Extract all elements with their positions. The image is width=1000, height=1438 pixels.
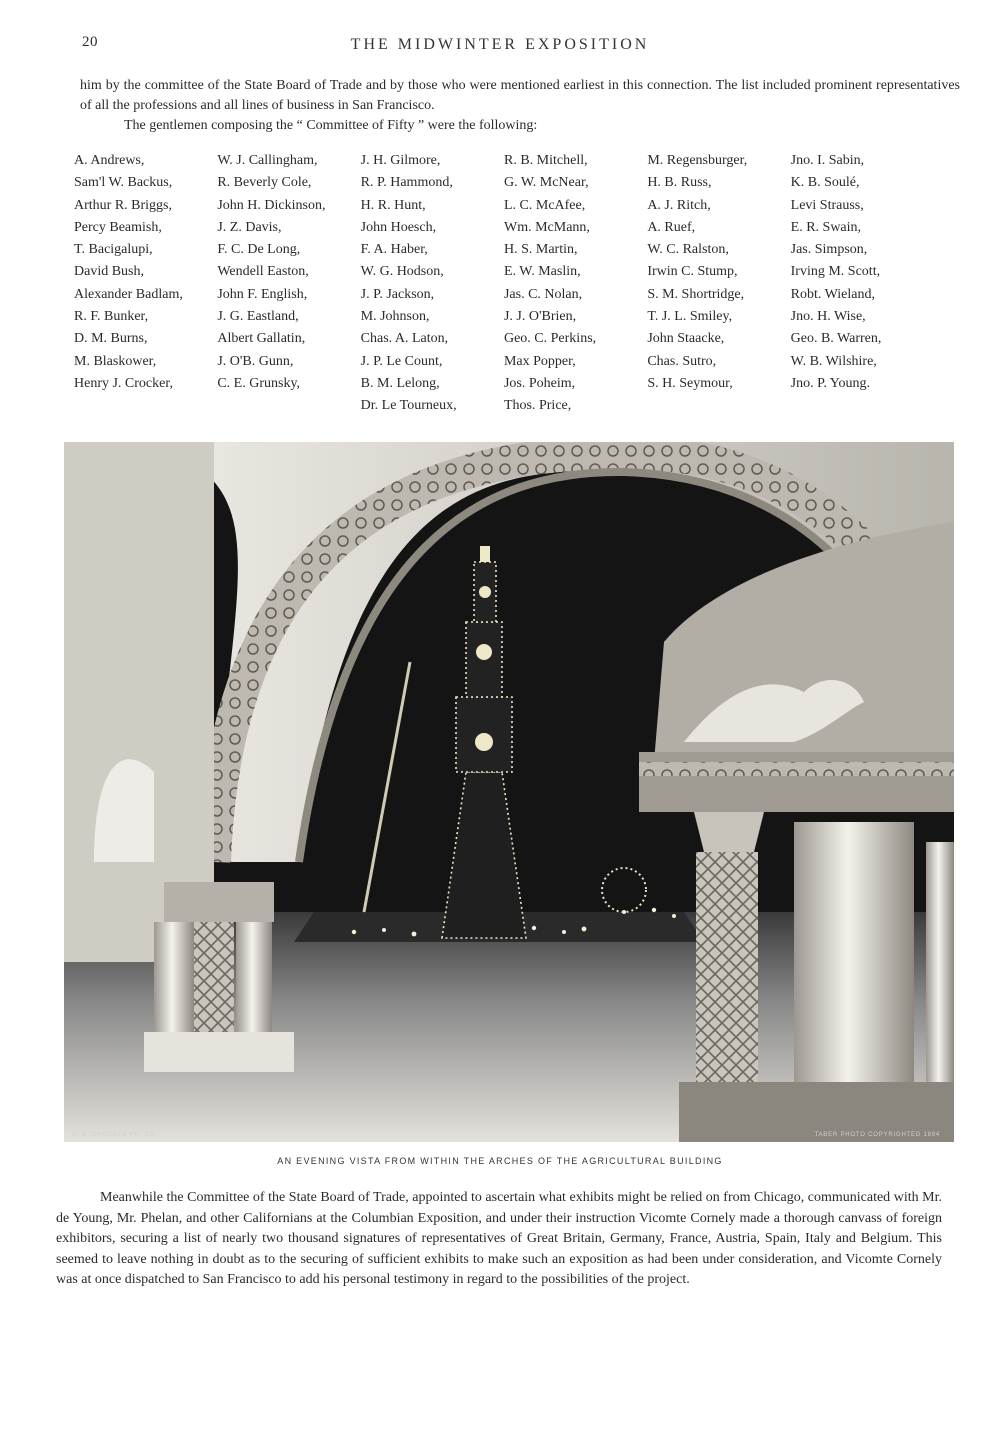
committee-member: Jno. I. Sabin, <box>790 153 865 168</box>
committee-member: John Staacke, <box>647 331 725 347</box>
committee-member: Robt. Wieland, <box>790 286 875 302</box>
committee-member: S. H. Seymour, <box>647 375 733 391</box>
committee-member: T. J. L. Smiley, <box>647 309 733 325</box>
committee-member: H. S. Martin, <box>503 242 578 258</box>
committee-member: Sam'l W. Backus, <box>74 175 173 191</box>
committee-member: Chas. A. Laton, <box>360 331 449 347</box>
committee-member: Thos. Price, <box>503 398 572 414</box>
committee-member: H. R. Hunt, <box>360 197 426 213</box>
committee-column <box>217 150 360 418</box>
committee-member: Henry J. Crocker, <box>74 375 173 391</box>
intro-paragraph: him by the committee of the State Board of Trade and by those who were mentioned earliest in this connection. The list included prominent representatives of all the professions and all lines of business in San Francisco. <box>80 78 960 113</box>
committee-member: F. A. Haber, <box>360 242 428 258</box>
page-number: 20 <box>82 34 98 50</box>
committee-member: K. B. Soulé, <box>790 175 860 191</box>
body-paragraph: Meanwhile the Committee of the State Board of Trade, appointed to ascertain what exhibits might be relied on from Chicago, communicated with Mr. de Young, Mr. Phelan, and other Californians at the Columbian Exposition, and under their instruction Vicomte Cornely made a thorough canvass of foreign exhibitors, securing a list of nearly two thousand signatures of representatives of Great Britain, Germany, France, Austria, Spain, Italy and Belgium. This seemed to leave nothing in doubt as to the securing of sufficient exhibits to make such an exposition as had been under consideration, and Vicomte Cornely was at once dispatched to San Francisco to add his personal testimony in regard to the possibilities of the project. <box>56 1190 942 1288</box>
committee-member: Geo. C. Perkins, <box>503 331 597 347</box>
committee-list <box>74 150 934 418</box>
committee-member: J. P. Le Count, <box>360 353 443 369</box>
committee-member: W. J. Callingham, <box>217 153 318 168</box>
committee-member: Jos. Poheim, <box>503 375 576 391</box>
committee-member: A. Andrews, <box>74 153 145 168</box>
committee-member: J. H. Gilmore, <box>360 153 441 168</box>
committee-intro: The gentlemen composing the “ Committee of Fifty ” were the following: <box>124 118 538 133</box>
committee-column <box>361 150 504 418</box>
committee-member: B. M. Lelong, <box>360 375 440 391</box>
committee-member: L. C. McAfee, <box>503 197 586 213</box>
photo-caption: AN EVENING VISTA FROM WITHIN THE ARCHES OF THE AGRICULTURAL BUILDING <box>277 1156 723 1166</box>
committee-member: R. P. Hammond, <box>360 175 453 191</box>
committee-member: T. Bacigalupi, <box>74 242 153 258</box>
committee-member: Max Popper, <box>503 353 576 369</box>
committee-member: F. C. De Long, <box>217 242 301 258</box>
committee-member: M. Blaskower, <box>74 353 157 369</box>
committee-member: Percy Beamish, <box>74 219 162 235</box>
committee-column <box>647 150 790 418</box>
committee-member: John Hoesch, <box>360 219 437 235</box>
committee-member: Chas. Sutro, <box>647 353 717 369</box>
committee-member: D. M. Burns, <box>74 331 148 347</box>
committee-member: Alexander Badlam, <box>74 286 183 302</box>
committee-member: J. G. Eastland, <box>217 309 299 325</box>
committee-member: J. Z. Davis, <box>217 219 282 235</box>
photo-illustration <box>64 442 954 1142</box>
committee-member: C. E. Grunsky, <box>217 375 301 391</box>
committee-member: Levi Strauss, <box>790 197 864 213</box>
committee-member: W. C. Ralston, <box>647 242 729 258</box>
committee-member: W. B. Wilshire, <box>790 353 877 369</box>
committee-member: M. Johnson, <box>360 309 430 325</box>
committee-member: M. Regensburger, <box>647 153 748 168</box>
committee-member: J. P. Jackson, <box>360 286 435 302</box>
committee-member: E. W. Maslin, <box>503 264 581 280</box>
photograph <box>64 442 954 1142</box>
committee-member: Jas. Simpson, <box>790 242 868 258</box>
committee-member: E. R. Swain, <box>790 219 862 235</box>
committee-member: R. B. Mitchell, <box>503 153 588 168</box>
committee-member: Wendell Easton, <box>217 264 309 280</box>
committee-member: Jas. C. Nolan, <box>503 286 583 302</box>
committee-member: Wm. McMann, <box>503 219 590 235</box>
committee-member: A. Ruef, <box>647 219 696 235</box>
committee-member: G. W. McNear, <box>503 175 589 191</box>
committee-member: S. M. Shortridge, <box>647 286 745 302</box>
photo-credit-printer: H. S. CROCKER PR. CO. <box>72 1132 158 1138</box>
committee-member: Jno. H. Wise, <box>790 309 866 325</box>
committee-member: John H. Dickinson, <box>217 197 326 213</box>
committee-member: R. F. Bunker, <box>74 309 149 325</box>
committee-member: John F. English, <box>217 286 308 302</box>
committee-column <box>74 150 217 418</box>
committee-member: Irwin C. Stump, <box>647 264 738 280</box>
committee-member: W. G. Hodson, <box>360 264 444 280</box>
running-title: THE MIDWINTER EXPOSITION <box>350 36 650 53</box>
committee-member: Jno. P. Young. <box>790 375 871 391</box>
committee-member: Dr. Le Tourneux, <box>360 398 457 414</box>
committee-member: H. B. Russ, <box>647 175 712 191</box>
committee-member: Arthur R. Briggs, <box>74 197 172 213</box>
committee-column <box>504 150 647 418</box>
committee-member: J. J. O'Brien, <box>503 309 577 325</box>
committee-member: J. O'B. Gunn, <box>217 353 294 369</box>
committee-column <box>791 150 934 418</box>
committee-member: Geo. B. Warren, <box>790 331 882 347</box>
committee-member: Irving M. Scott, <box>790 264 881 280</box>
committee-member: David Bush, <box>74 264 144 280</box>
photo-credit-copyright: TABER PHOTO COPYRIGHTED 1894 <box>814 1132 940 1138</box>
committee-member: A. J. Ritch, <box>647 197 711 213</box>
committee-member: R. Beverly Cole, <box>217 175 312 191</box>
committee-member: Albert Gallatin, <box>217 331 306 347</box>
